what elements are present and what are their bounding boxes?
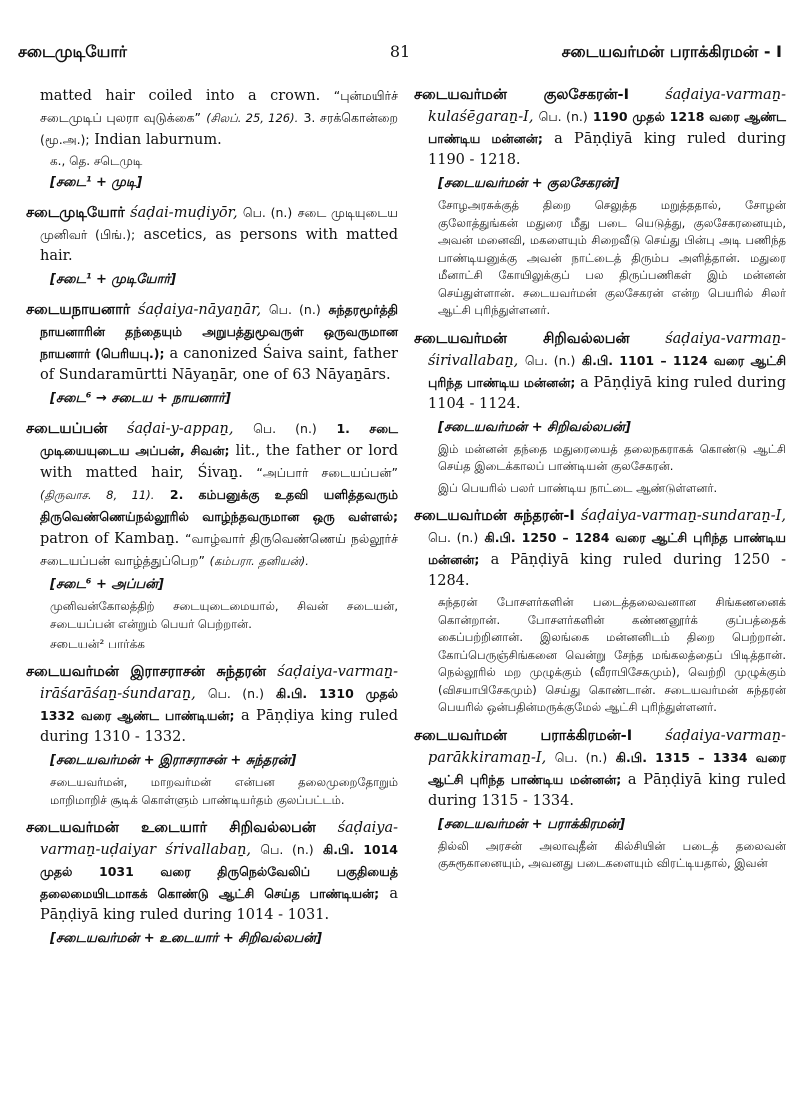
part-of-speech: பெ. (n.) — [554, 749, 608, 765]
entry-sadaiyavarman-sundaran — [414, 506, 786, 717]
english-definition: ascetics, as persons with matted hair. — [40, 227, 399, 264]
entry-sadaiyavarman-irasarasan-sundaran — [26, 662, 398, 809]
tamil-definition: சுந்தரமூர்த்தி நாயனாரின் தந்தையும் அறுபத்துமூவருள் ஒருவருமான நாயனார் (பெரியபு.); — [40, 302, 398, 361]
part-of-speech: பெ. (n.) — [268, 302, 321, 317]
transliteration: śaḍaiya-varmaṉ-kulaśēgaraṉ-I, — [428, 87, 787, 125]
headword: சடையவர்மன் சுந்தரன்-I — [414, 508, 575, 524]
tamil-definition: சடை முடியுடைய முனிவர் (பிங்.); — [40, 205, 399, 242]
citation-source: (திருவாச. 8, 11). — [40, 488, 155, 502]
english-definition: lit., the father or lord with matted hair, Śivaṉ. — [40, 443, 399, 481]
transliteration: śaḍaiya-varmaṉ-śirivallabaṉ, — [428, 330, 786, 369]
entry-headline — [414, 726, 786, 812]
part-of-speech: பெ. (n.) — [242, 205, 293, 220]
tamil-definition: 1190 முதல் 1218 வரை ஆண்ட பாண்டிய மன்னன்; — [428, 109, 787, 146]
entry-sadaiyanayanar — [26, 299, 398, 409]
headword: சடையவர்மன் குலசேகரன்-I — [414, 87, 629, 103]
note: இம் மன்னன் தந்தை மதுரையைத் தலைநகராகக் கொண்டு ஆட்சி செய்த இடைக்காலப் பாண்டியன் குலசேகரன். — [438, 441, 786, 473]
headword: சடையவர்மன் சிறிவல்லபன் — [414, 330, 630, 347]
english-definition: patron of Kambaṉ. — [40, 531, 180, 547]
header-guide-word-left: சடைமுடியோர் — [18, 42, 128, 61]
see-also: சடையன்² பார்க்க — [50, 637, 145, 651]
note: சடையவர்மன், மாறவர்மன் என்பன தலைமுறைதோறும் மாறிமாறிச் சூடிக் கொள்ளும் பாண்டியர்தம் குலப்பட்டம். — [50, 775, 398, 807]
entry-sadaiyavarman-kulasekaran — [414, 85, 786, 320]
english-definition: a Pāṇḍiya king ruled during 1310 - 1332. — [40, 708, 398, 745]
entry-headline — [26, 202, 398, 267]
transliteration: śaḍai-y-appaṉ, — [127, 421, 234, 437]
english-definition: a Pāṇḍiyā king ruled during 1190 - 1218. — [428, 131, 787, 168]
citation: “வாழ்வார் திருவெண்ணெய் நல்லூர்ச் சடையப்பன் வாழ்த்துப்பெற” — [40, 531, 399, 568]
english-definition: a Pāṇḍiyā king ruled during 1104 - 1124. — [428, 374, 787, 412]
tamil-definition: கி.பி. 1014 முதல் 1031 வரை திருநெல்வேலிப் பகுதியைத் தலைமையிடமாகக் கொண்டு ஆட்சி செய்த பாண்டியன்; — [40, 842, 398, 901]
page-number: 81 — [389, 42, 411, 61]
tamil-definition: கி.பி. 1101 – 1124 வரை ஆட்சி புரிந்த பாண்டிய மன்னன்; — [428, 352, 786, 390]
transliteration: śaḍaiya-varmaṉ-uḍaiyar śrivallabaṉ, — [40, 820, 398, 858]
tamil-definition: 1. சடை முடியையுடைய அப்பன், சிவன்; — [40, 421, 399, 458]
header-guide-word-right: சடையவர்மன் பராக்கிரமன் - I — [561, 42, 782, 61]
transliteration: śaḍai-muḍiyōr, — [130, 205, 238, 221]
note: இப் பெயரில் பலர் பாண்டிய நாட்டை ஆண்டுள்ளனர். — [438, 480, 718, 495]
entry-sadaiyavarman-parakkiraman — [414, 726, 786, 873]
citation: “அப்பார் சடையப்பன்” — [256, 465, 399, 480]
headword: சடையவர்மன் பராக்கிரமன்-I — [414, 727, 633, 744]
etymology: [சடையவர்மன் + பராக்கிரமன்] — [438, 816, 626, 832]
headword: சடைமுடியோர் — [26, 205, 125, 221]
transliteration: śaḍaiya-nāyaṉār, — [138, 302, 262, 318]
entry-headline — [414, 506, 786, 592]
etymology: [சடை⁶ → சடைய + நாயனார்] — [50, 391, 231, 406]
etymology: [சடையவர்மன் + சிறிவல்லபன்] — [438, 419, 631, 435]
english-definition: a Pāṇḍiyā king ruled during 1250 - 1284. — [428, 552, 786, 589]
transliteration: śaḍaiya-varmaṉ-irāśarāśaṉ-śundaraṉ, — [40, 664, 399, 702]
etymology: [சடை⁶ + அப்பன்] — [50, 577, 164, 592]
transliteration: śaḍaiya-varmaṉ-sundaraṉ-I, — [581, 508, 786, 524]
citation-source: (கம்பரா. தனியன்). — [209, 554, 309, 568]
etymology: [சடையவர்மன் + உடையார் + சிறிவல்லபன்] — [50, 931, 322, 946]
etymology: [சடையவர்மன் + குலசேகரன்] — [438, 176, 620, 191]
part-of-speech: பெ. (n.) — [524, 352, 576, 368]
entry-headline — [26, 418, 398, 572]
note: சுந்தரன் போசளர்களின் படைத்தலைவனான சிங்கணனைக் கொன்றான். போசளர்களின் கண்ணனூர்க் குப்பத்தைக் கைப்பற்றினான். இலங்கை மன்னனிடம் திறை பெற்றான். கோப்பெருஞ்சிங்கனை வென்று சேந்த மங்கலத்தைப் பிடித்தான். நெல்லூரில் மற முழுக்கும் (வீராபிசேகமும்), வெற்றி முழுக்கும் (விசயாபிசேகமும்) செய்து கொண்டான். சடையவர்மன் சுந்தரன் பெயரில் ஒன்பதின்மருக்குமேல் ஆட்சி புரிந்துள்ளனர். — [438, 595, 786, 714]
tamil-definition: கி.பி. 1315 – 1334 வரை ஆட்சி புரிந்த பாண்டிய மன்னன்; — [428, 749, 786, 787]
english-definition: a Pāṇḍiyā king ruled during 1014 - 1031. — [40, 886, 399, 923]
note: தில்லி அரசன் அலாவுதீன் கில்சியின் படைத் தலைவன் குசுரூகானையும், அவனது படைகளையும் விரட்டியதால், இவன் — [438, 838, 786, 870]
entry-sadaiyavarman-udaiyar-sirivallaban — [26, 818, 398, 949]
right-column — [414, 85, 786, 882]
english-definition: a canonized Śaiva saint, father of Sundaramūrtti Nāyaṉār, one of 63 Nāyaṉārs. — [40, 346, 398, 383]
etymology: [சடையவர்மன் + இராசராசன் + சுந்தரன்] — [50, 753, 297, 768]
headword: சடையவர்மன் இராசராசன் சுந்தரன் — [26, 664, 267, 680]
part-of-speech: பெ. (n.) — [253, 421, 317, 436]
headword: சடையப்பன் — [26, 421, 108, 437]
etymology: [சடை¹ + முடியோர்] — [50, 272, 177, 287]
part-of-speech: பெ. (n.) — [538, 109, 588, 124]
tamil-definition: 2. கம்பனுக்கு உதவி யளித்தவரும் திருவெண்ணெய்நல்லூரில் வாழ்ந்தவருமான ஒரு வள்ளல்; — [40, 487, 399, 524]
page-header — [18, 42, 782, 68]
entry-sadaiyappan — [26, 418, 398, 653]
etymology: [சடை¹ + முடி] — [50, 175, 143, 190]
cognates: க., தெ. சடெமுடி — [50, 154, 143, 168]
entry-continuation — [26, 85, 398, 193]
entry-headline — [414, 329, 786, 415]
entry-headline — [26, 662, 398, 748]
entry-sadaimudiyor — [26, 202, 398, 290]
english-definition: a Pāṇḍiyā king ruled during 1315 - 1334. — [428, 771, 787, 809]
entry-headline — [26, 818, 398, 926]
continuation-text: matted hair coiled into a crown. “புன்மயிர்ச் சடைமுடிப் புலரா வுடுக்கை” (சிலப். 25, 126). 3. சரக்கொன்றை (மூ.அ.); Indian laburnum. — [40, 88, 399, 148]
left-column — [26, 85, 398, 958]
part-of-speech: பெ. (n.) — [207, 686, 264, 701]
note: முனிவன்கோலத்திற் சடையுடைமையால், சிவன் சடையன், சடையப்பன் என்றும் பெயர் பெற்றான். — [50, 599, 398, 631]
headword: சடையவர்மன் உடையார் சிறிவல்லபன் — [26, 820, 316, 836]
entry-sadaiyavarman-sirivallaban — [414, 329, 786, 498]
part-of-speech: பெ. (n.) — [428, 530, 479, 545]
note: சோழஅரசுக்குத் திறை செலுத்த மறுத்ததால், சோழன் குலோத்துங்கன் மதுரை மீது படை யெடுத்து, குலசேகரனையும், அவன் மனைவி, மகளையும் சிறைவீடு செய்து பின்பு அடி பணிந்த பாண்டியனுக்கு அவன் நாட்டைத் திரும்ப அளித்தான். மதுரை மீனாட்சி கோயிலுக்குப் பல திருப்பணிகள் இம் மன்னன் செய்துள்ளான். சடையவர்மன் குலசேகரன் என்ற பெயரில் சிலர் ஆட்சி புரிந்துள்ளனர். — [438, 198, 786, 317]
tamil-definition: கி.பி. 1310 முதல் 1332 வரை ஆண்ட பாண்டியன்; — [40, 686, 398, 723]
headword: சடையநாயனார் — [26, 302, 131, 318]
transliteration: śaḍaiya-varmaṉ-parākkiramaṉ-I, — [428, 727, 786, 766]
tamil-definition: கி.பி. 1250 – 1284 வரை ஆட்சி புரிந்த பாண்டிய மன்னன்; — [428, 530, 786, 567]
entry-headline — [26, 299, 398, 386]
entry-headline — [414, 85, 786, 171]
part-of-speech: பெ. (n.) — [260, 842, 314, 857]
